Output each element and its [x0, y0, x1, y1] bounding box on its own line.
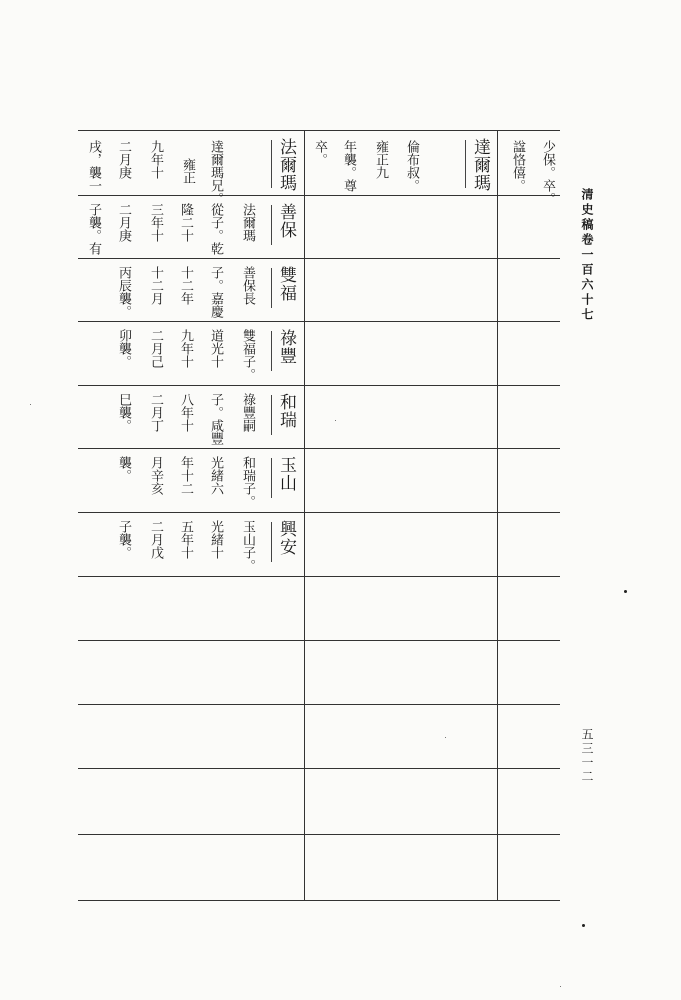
entry-name: 祿豐 — [276, 329, 296, 365]
entry-name: 善保 — [276, 203, 296, 239]
entry-line: 年襲。尊 — [341, 140, 356, 192]
entry-name: 達爾瑪 — [470, 138, 490, 192]
entry-line: 卯襲。 — [116, 329, 131, 368]
entry-name: 玉山 — [276, 456, 296, 492]
entry-line: 諡恪僖。 — [510, 140, 525, 192]
entry-line: 九年十 — [178, 329, 193, 368]
entry-line: 子襲。有 — [86, 203, 101, 255]
entry-name: 雙福 — [276, 266, 296, 302]
entry-line: 子。咸豐 — [208, 393, 223, 445]
entry-relation: 倫布叔。 — [404, 140, 419, 192]
entry-line: 三年十 — [148, 203, 163, 242]
entry-line: 戌，襲一 — [86, 140, 101, 192]
entry-line: 二月丁 — [148, 393, 163, 432]
entry-line: 五年十 — [178, 520, 193, 559]
entry-line: 九年十 — [148, 140, 163, 179]
entry-line: 二月庚 — [116, 140, 131, 179]
entry-name: 法爾瑪 — [276, 138, 296, 192]
entry-line: 十二月 — [148, 266, 163, 305]
entry-relation: 雙福子。 — [240, 329, 255, 381]
entry-relation: 善保長 — [240, 266, 255, 305]
entry-line: 年十二 — [178, 456, 193, 495]
entry-relation: 達爾瑪兄。 — [208, 140, 223, 205]
entry-line: 二月己 — [148, 329, 163, 368]
entry-line: 雍正九 — [373, 140, 388, 179]
entry-line: 子。嘉慶 — [208, 266, 223, 318]
entry-line: 月辛亥 — [148, 456, 163, 495]
entry-line: 巳襲。 — [116, 393, 131, 432]
entry-line: 雍正 — [180, 158, 195, 184]
entry-line: 八年十 — [178, 393, 193, 432]
entry-line: 道光十 — [208, 329, 223, 368]
entry-line: 二月庚 — [116, 203, 131, 242]
entry-line: 光緒六 — [208, 456, 223, 495]
entry-line: 從子。乾 — [208, 203, 223, 255]
entry-line: 少保。卒。 — [540, 140, 555, 205]
entry-name: 興安 — [276, 520, 296, 556]
entry-line: 丙辰襲。 — [116, 266, 131, 318]
table-top-border — [78, 130, 560, 131]
entry-line: 子襲。 — [116, 520, 131, 559]
entry-line: 卒。 — [312, 140, 327, 166]
entry-relation: 玉山子。 — [240, 520, 255, 572]
entry-relation: 和瑞子。 — [240, 456, 255, 508]
entry-line: 十二年 — [178, 266, 193, 305]
entry-line: 隆二十 — [178, 203, 193, 242]
table-bottom-border — [78, 900, 560, 901]
entry-line: 襲。 — [116, 456, 131, 482]
running-header: 清史稿卷一百六十七 — [580, 188, 594, 323]
page-number: 五三一二 — [580, 728, 594, 784]
entry-relation: 法爾瑪 — [240, 203, 255, 242]
entry-relation: 祿豐嗣 — [240, 393, 255, 432]
entry-name: 和瑞 — [276, 393, 296, 429]
entry-line: 二月戊 — [148, 520, 163, 559]
entry-line: 光緒十 — [208, 520, 223, 559]
table-divider-left — [304, 130, 305, 900]
table-divider-right — [497, 130, 498, 900]
